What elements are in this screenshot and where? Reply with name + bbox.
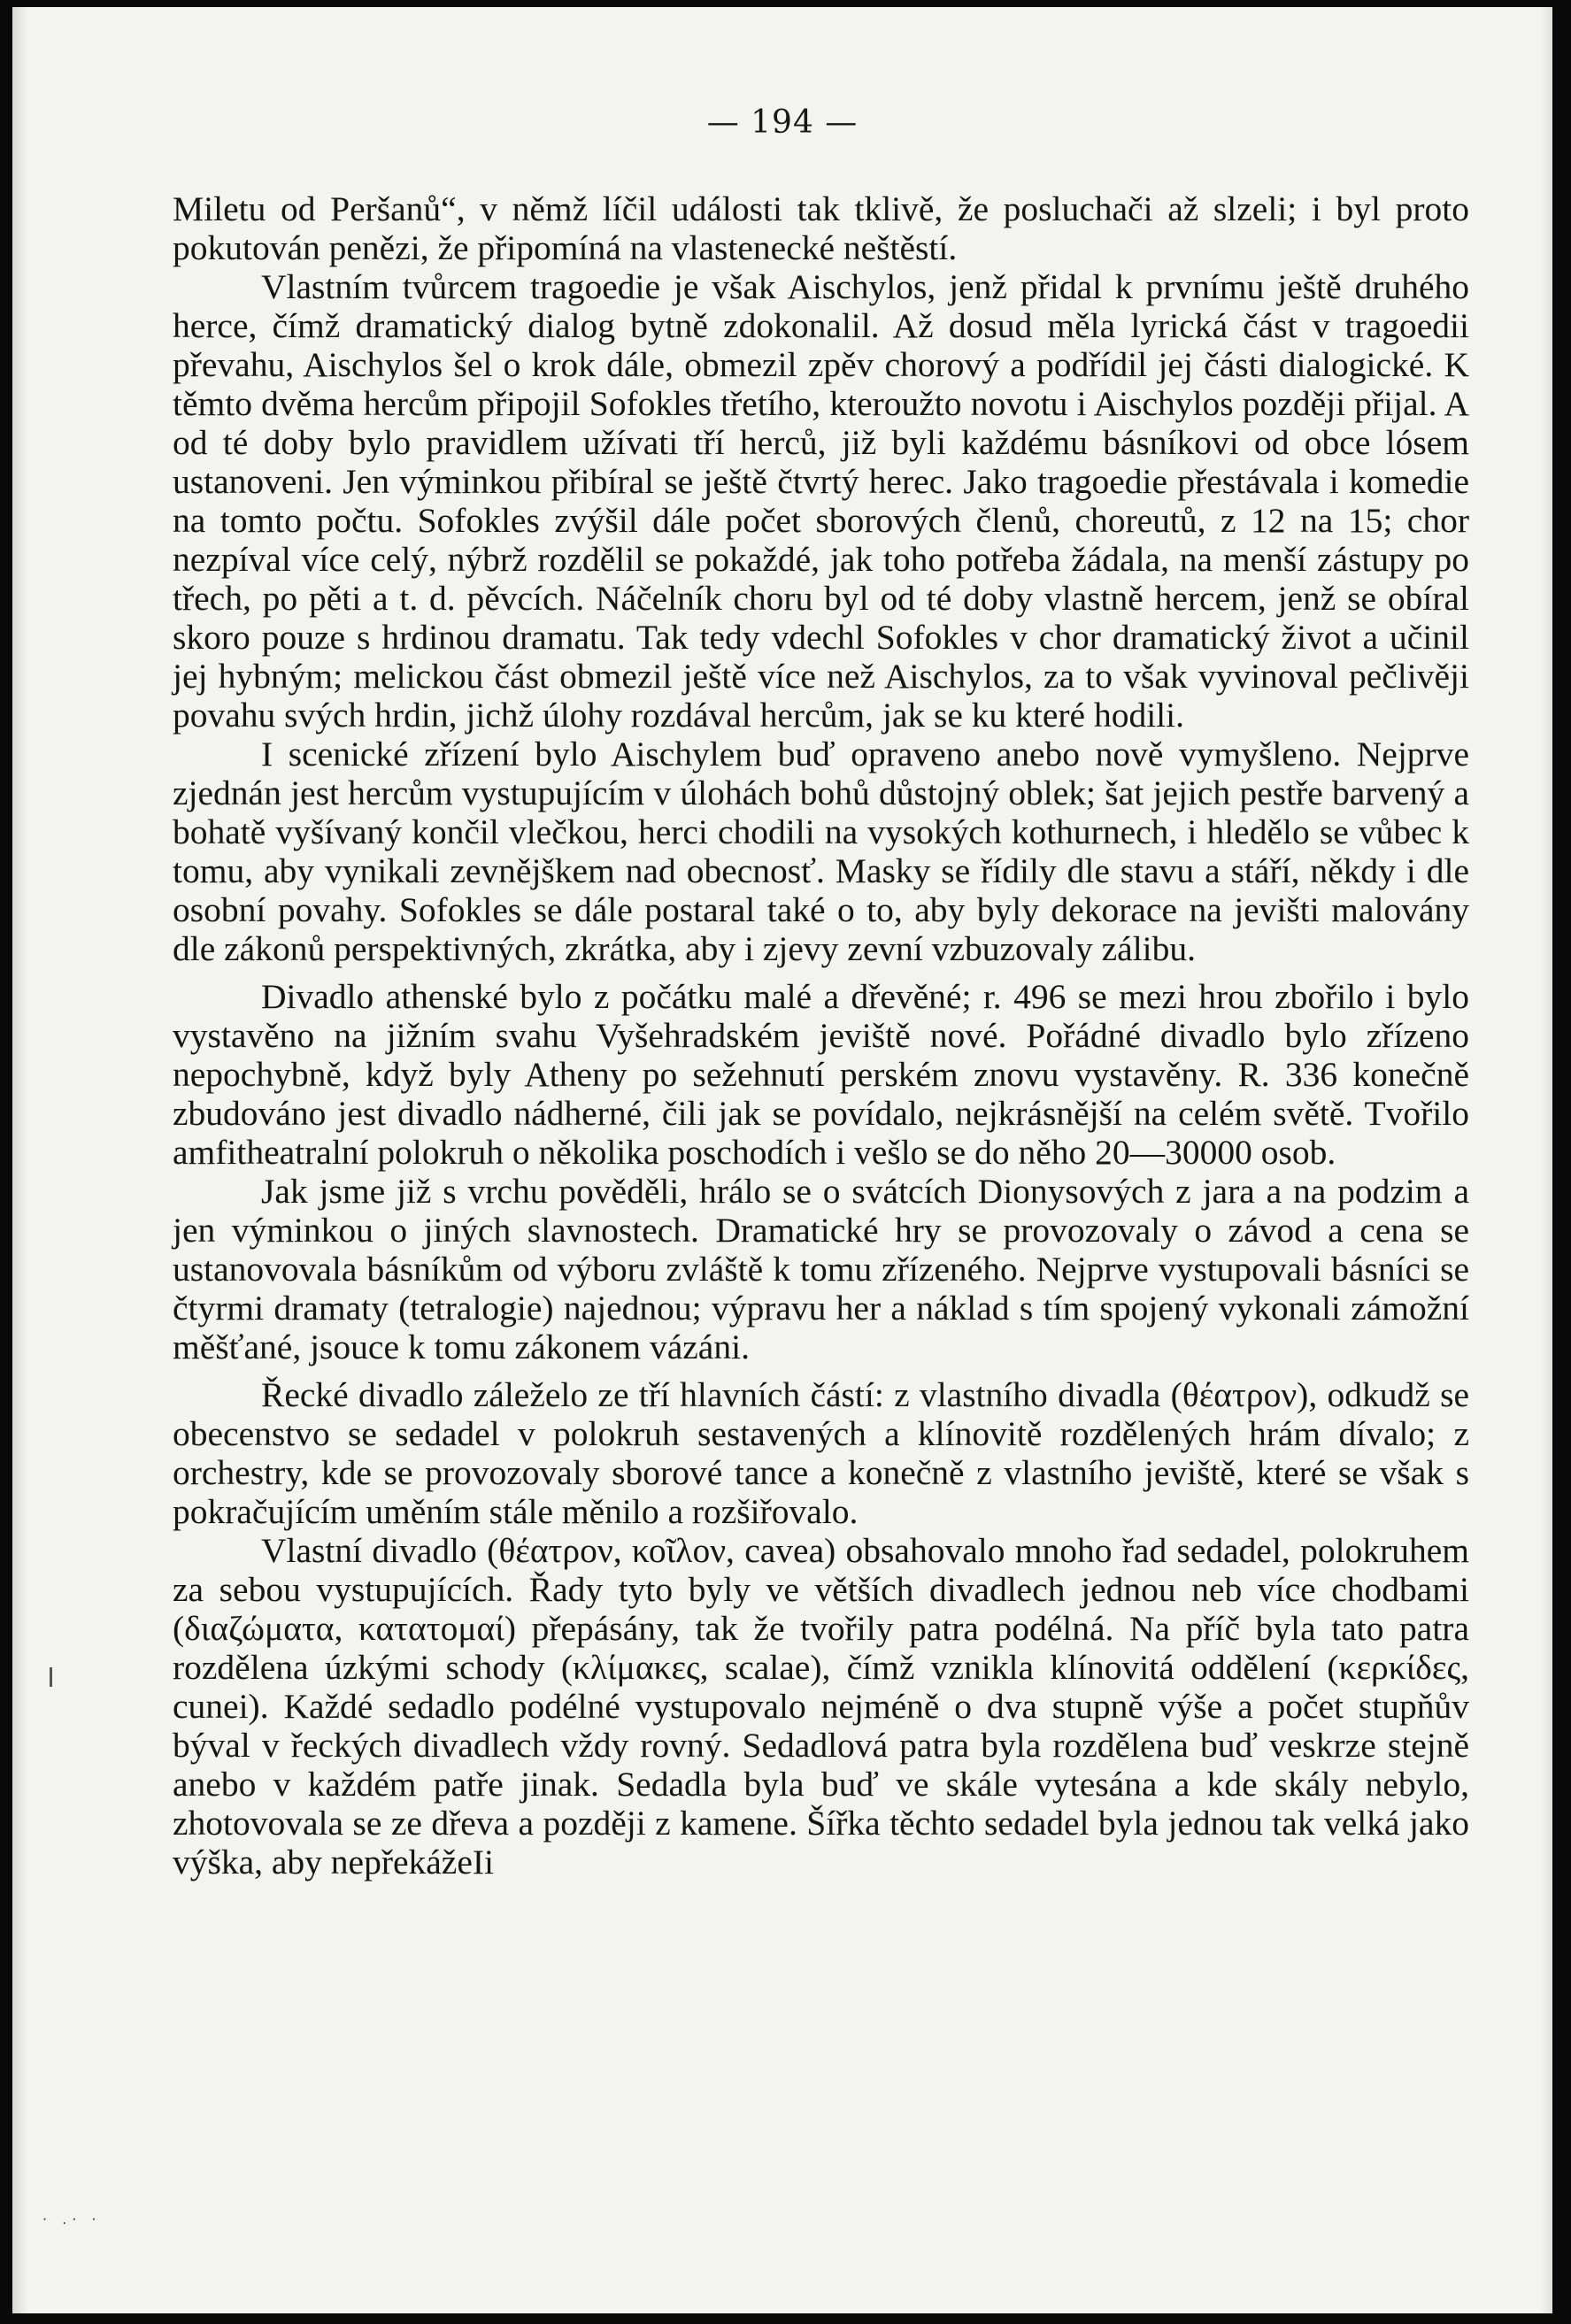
paragraph: Jak jsme již s vrchu pověděli, hrálo se o svátcích Dionysových z jara a na podzim a jen výminkou o jiných slavnostech. Dramatické hry se provozovaly o závod a cena se ustanovovala básníkům od výboru zvláště k tomu zřízeného. Nejprve vystupovali básníci se čtyrmi dramaty (tetralogie) najednou; výpravu her a náklad s tím spojený vykonali zámožní měšťané, jsouce k tomu zákonem vázáni. bbox=[173, 1172, 1469, 1366]
page-number: — 194 — bbox=[706, 104, 859, 141]
margin-mark bbox=[50, 1667, 52, 1687]
paragraph: Vlastní divadlo (θέατρον, κοῖλον, cavea) obsahovalo mnoho řad sedadel, polokruhem za sebou vystupujících. Řady tyto byly ve větších divadlech jednou neb více chodbami (διαζώματα, κατατομαί) přepásány, tak že tvořily patra podélná. Na příč byla tato patra rozdělena úzkými schody (κλίμακες, scalae), čímž vznikla klínovitá oddělení (κερκίδες, cunei). Každé sedadlo podélné vystupovalo nejméně o dva stupně výše a počet stupňův býval v řeckých divadlech vždy rovný. Sedadlová patra byla rozdělena buď veskrze stejně anebo v každém patře jinak. Sedadla byla buď ve skále vytesána a kde skály nebylo, zhotovovala se ze dřeva a později z kamene. Šířka těchto sedadel byla jednou tak velká jako výška, aby nepřekážeIi bbox=[173, 1531, 1469, 1882]
body-text bbox=[173, 189, 1469, 1882]
scanned-page bbox=[12, 7, 1552, 2313]
scan-shadow-right bbox=[1540, 7, 1552, 2313]
scan-specks: · .· · bbox=[42, 2211, 102, 2228]
paragraph: Miletu od Peršanů“, v němž líčil události tak tklivě, že posluchači až slzeli; i byl proto pokutován penězi, že připomíná na vlastenecké neštěstí. bbox=[173, 189, 1469, 267]
paragraph: I scenické zřízení bylo Aischylem buď opraveno anebo nově vymyšleno. Nejprve zjednán jest hercům vystupujícím v úlohách bohů důstojný oblek; šat jejich pestře barvený a bohatě vyšívaný končil vlečkou, herci chodili na vysokých kothurnech, i hledělo se vůbec k tomu, aby vynikali zevnějškem nad obecnosť. Masky se řídily dle stavu a stáří, někdy i dle osobní povahy. Sofokles se dále postaral také o to, aby byly dekorace na jevišti malovány dle zákonů perspektivných, zkrátka, aby i zjevy zevní vzbuzovaly zálibu. bbox=[173, 735, 1469, 968]
scan-shadow-left bbox=[12, 7, 28, 2313]
paragraph: Vlastním tvůrcem tragoedie je však Aischylos, jenž přidal k prvnímu ještě druhého herce, čímž dramatický dialog bytně zdokonalil. Až dosud měla lyrická část v tragoedii převahu, Aischylos šel o krok dále, obmezil zpěv chorový a podřídil jej části dialogické. K těmto dvěma hercům připojil Sofokles třetího, kteroužto novotu i Aischylos později přijal. A od té doby bylo pravidlem užívati tří herců, již byli každému básníkovi od obce lósem ustanoveni. Jen výminkou přibíral se ještě čtvrtý herec. Jako tragoedie přestávala i komedie na tomto počtu. Sofokles zvýšil dále počet sborových členů, choreutů, z 12 na 15; chor nezpíval více celý, nýbrž rozdělil se pokaždé, jak toho potřeba žádala, na menší zástupy po třech, po pěti a t. d. pěvcích. Náčelník choru byl od té doby vlastně hercem, jenž se obíral skoro pouze s hrdinou dramatu. Tak tedy vdechl Sofokles v chor dramatický život a učinil jej hybným; melickou část obmezil ještě více než Aischylos, za to však vyvinoval pečlivěji povahu svých hrdin, jichž úlohy rozdával hercům, jak se ku které hodili. bbox=[173, 267, 1469, 735]
paragraph: Divadlo athenské bylo z počátku malé a dřevěné; r. 496 se mezi hrou zbořilo i bylo vystavěno na jižním svahu Vyšehradském jeviště nové. Pořádné divadlo bylo zřízeno nepochybně, když byly Atheny po sežehnutí perském znovu vystavěny. R. 336 konečně zbudováno jest divadlo nádherné, čili jak se povídalo, nejkrásnější na celém světě. Tvořilo amfitheatralní polokruh o několika poschodích i vešlo se do něho 20—30000 osob. bbox=[173, 977, 1469, 1172]
paragraph: Řecké divadlo záleželo ze tří hlavních částí: z vlastního divadla (θέατρον), odkudž se obecenstvo se sedadel v polokruh sestavených a klínovitě rozdělených hrám dívalo; z orchestry, kde se provozovaly sborové tance a konečně z vlastního jeviště, které se však s pokračujícím uměním stále měnilo a rozšiřovalo. bbox=[173, 1375, 1469, 1531]
